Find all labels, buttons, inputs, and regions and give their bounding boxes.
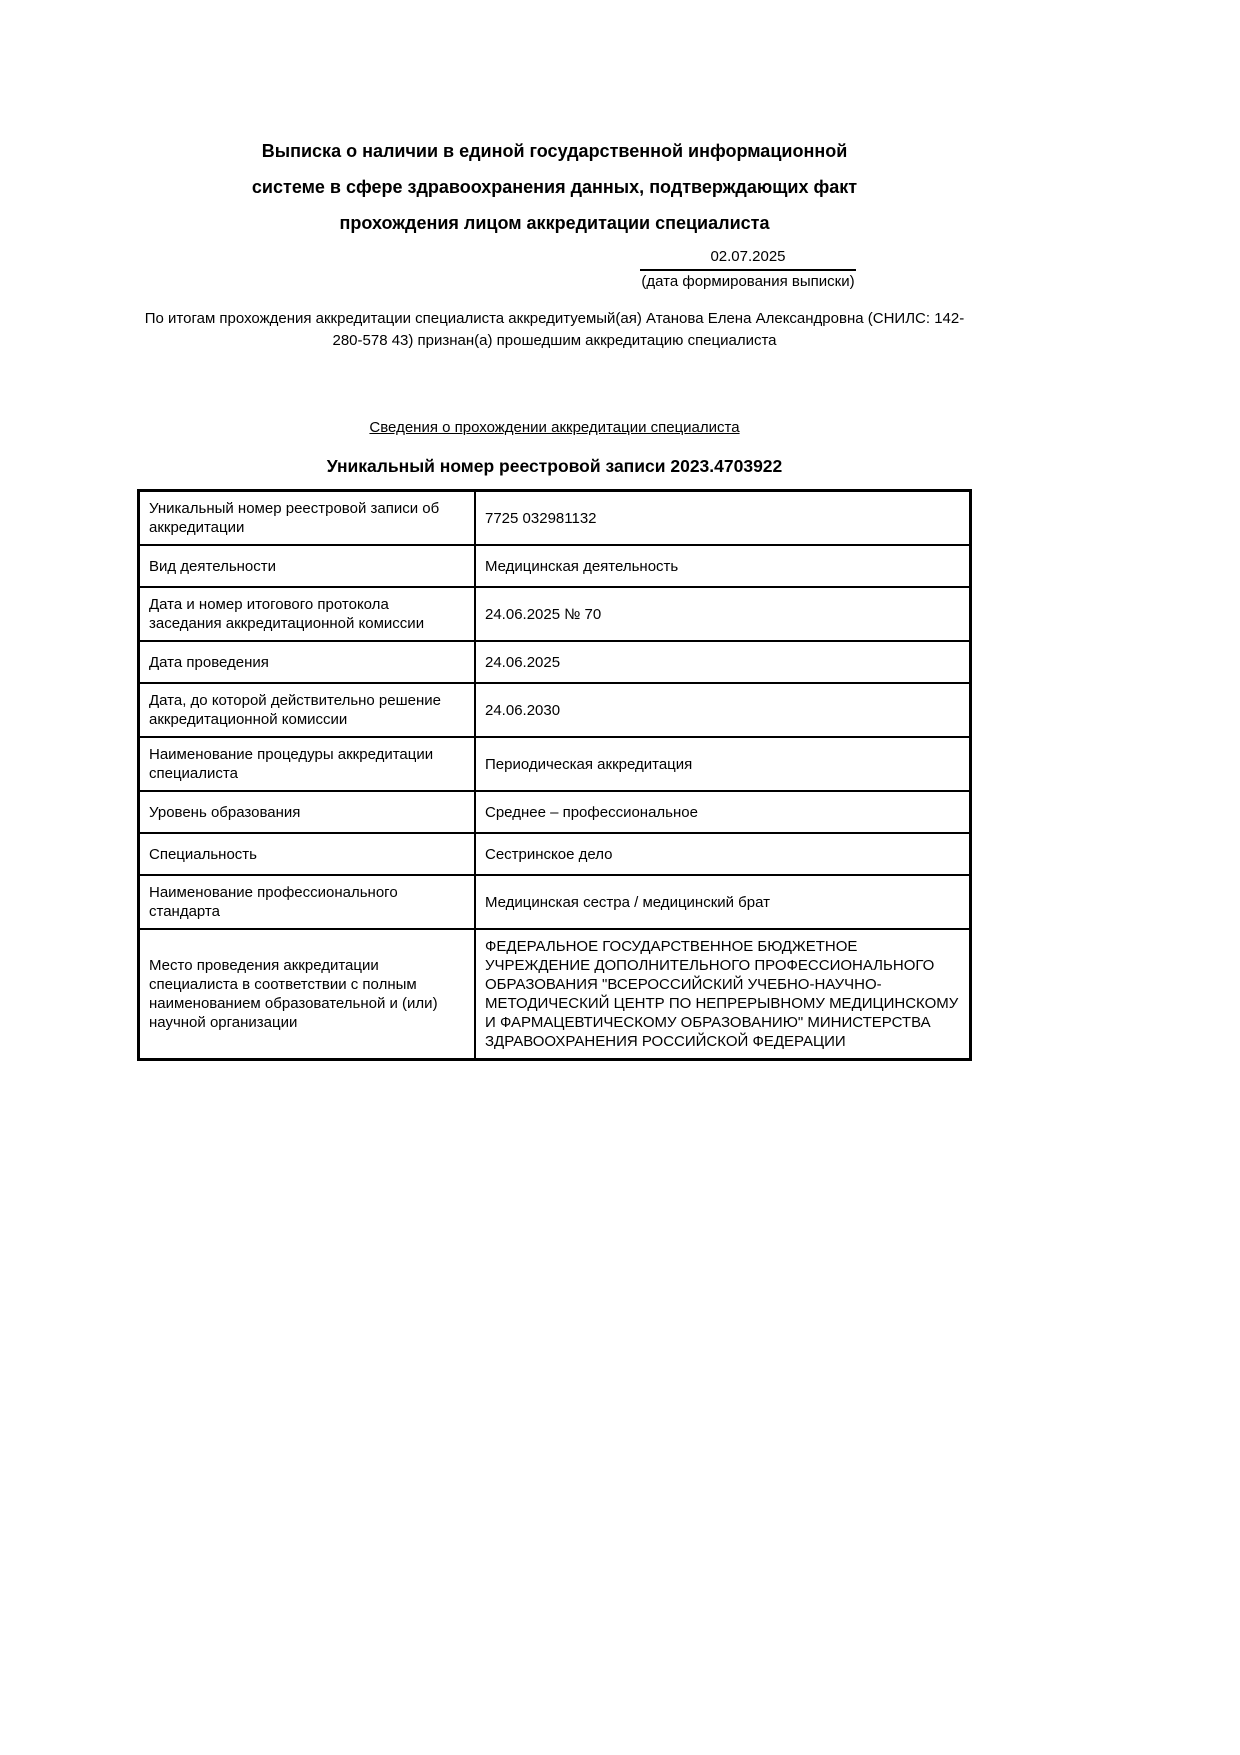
formation-date-block	[640, 247, 856, 292]
document-title	[137, 133, 972, 241]
table-row	[139, 683, 971, 737]
field-label-cell: Специальность	[139, 833, 476, 875]
table-row	[139, 929, 971, 1060]
field-label-cell: Дата, до которой действительно решение аккредитационной комиссии	[139, 683, 476, 737]
formation-date-caption: (дата формирования выписки)	[641, 273, 855, 290]
field-value-cell: 7725 032981132	[475, 491, 971, 546]
document-title-line-3: прохождения лицом аккредитации специалиста	[339, 213, 770, 233]
registry-record-heading: Уникальный номер реестровой записи 2023.4703922	[326, 456, 783, 476]
field-label-cell: Дата и номер итогового протокола заседания аккредитационной комиссии	[139, 587, 476, 641]
field-value-cell: Медицинская деятельность	[475, 545, 971, 587]
field-label-cell: Вид деятельности	[139, 545, 476, 587]
table-row	[139, 545, 971, 587]
field-value-cell: Медицинская сестра / медицинский брат	[475, 875, 971, 929]
field-label-cell: Место проведения аккредитации специалиста в соответствии с полным наименованием образовательной и (или) научной организации	[139, 929, 476, 1060]
table-row	[139, 737, 971, 791]
document-title-line-2: системе в сфере здравоохранения данных, подтверждающих факт	[251, 177, 858, 197]
field-value-cell: 24.06.2030	[475, 683, 971, 737]
field-label-cell: Наименование профессионального стандарта	[139, 875, 476, 929]
table-row	[139, 641, 971, 683]
field-value-cell: Периодическая аккредитация	[475, 737, 971, 791]
field-label-cell: Уникальный номер реестровой записи об аккредитации	[139, 491, 476, 546]
field-value-cell: Среднее – профессиональное	[475, 791, 971, 833]
table-row	[139, 587, 971, 641]
accreditation-details-table	[137, 489, 972, 1061]
field-label-cell: Уровень образования	[139, 791, 476, 833]
section-heading-text: Сведения о прохождении аккредитации специалиста	[369, 419, 740, 436]
accreditation-summary-paragraph: По итогам прохождения аккредитации специалиста аккредитуемый(ая) Атанова Елена Александровна (СНИЛС: 142-280-578 43) признан(а) прошедшим аккредитацию специалиста	[144, 310, 965, 349]
field-label-cell: Дата проведения	[139, 641, 476, 683]
table-row	[139, 875, 971, 929]
field-label-cell: Наименование процедуры аккредитации специалиста	[139, 737, 476, 791]
table-row	[139, 833, 971, 875]
table-row	[139, 791, 971, 833]
section-heading	[137, 418, 972, 438]
document-content	[137, 133, 972, 1061]
formation-date-value: 02.07.2025	[640, 247, 856, 271]
field-value-cell: 24.06.2025	[475, 641, 971, 683]
field-value-cell: Сестринское дело	[475, 833, 971, 875]
field-value-cell: 24.06.2025 № 70	[475, 587, 971, 641]
table-row	[139, 491, 971, 546]
field-value-cell: ФЕДЕРАЛЬНОЕ ГОСУДАРСТВЕННОЕ БЮДЖЕТНОЕ УЧРЕЖДЕНИЕ ДОПОЛНИТЕЛЬНОГО ПРОФЕССИОНАЛЬНОГО ОБРАЗОВАНИЯ "ВСЕРОССИЙСКИЙ УЧЕБНО-НАУЧНО-МЕТОДИЧЕСКИЙ ЦЕНТР ПО НЕПРЕРЫВНОМУ МЕДИЦИНСКОМУ И ФАРМАЦЕВТИЧЕСКОМУ ОБРАЗОВАНИЮ" МИНИСТЕРСТВА ЗДРАВООХРАНЕНИЯ РОССИЙСКОЙ ФЕДЕРАЦИИ	[475, 929, 971, 1060]
document-title-line-1: Выписка о наличии в единой государственной информационной	[261, 141, 848, 161]
